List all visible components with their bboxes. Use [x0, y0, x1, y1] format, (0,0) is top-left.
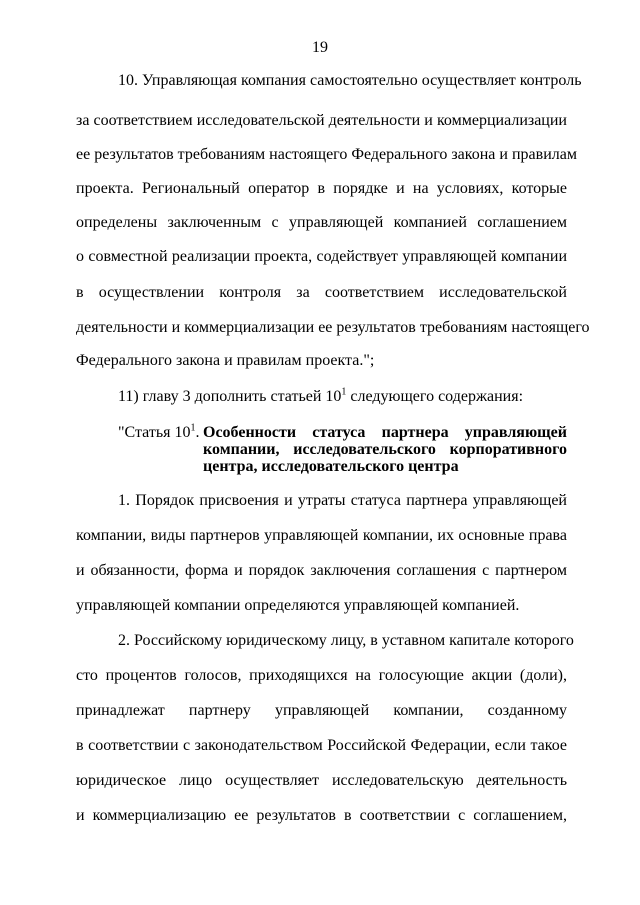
article-label-dot: . [195, 424, 200, 441]
text-line: Федерального закона и правилам проекта."; [76, 352, 375, 369]
article-title-line: Особенности статуса партнера управляющей [203, 424, 567, 441]
superscript: 1 [190, 422, 196, 434]
text-line: в соответствии с законодательством Российской Федерации, если такое [76, 737, 567, 754]
text-line: принадлежат партнеру управляющей компании, созданному [76, 702, 567, 719]
article-title-line: компании, исследовательского корпоративного [203, 441, 567, 458]
text-line: определены заключенным с управляющей компанией соглашением [76, 214, 567, 231]
text-line: управляющей компании определяются управляющей компанией. [76, 597, 520, 614]
page-number: 19 [312, 39, 328, 56]
text-line: и коммерциализацию ее результатов в соответствии с соглашением, [76, 807, 567, 824]
text-line: в осуществлении контроля за соответствием исследовательской [76, 284, 567, 301]
text-line: и обязанности, форма и порядок заключения соглашения с партнером [76, 562, 567, 579]
text-line: 1. Порядок присвоения и утраты статуса партнера управляющей [118, 492, 567, 509]
text-line: деятельности и коммерциализации ее результатов требованиям настоящего [76, 319, 590, 336]
superscript: 1 [341, 386, 347, 398]
text-line: 2. Российскому юридическому лицу, в уставном капитале которого [118, 632, 574, 649]
text-line: за соответствием исследовательской деятельности и коммерциализации [76, 112, 567, 129]
text-line: о совместной реализации проекта, содействует управляющей компании [76, 248, 567, 265]
article-label [118, 424, 200, 442]
item-11-text: 11) главу 3 дополнить статьей 10 [118, 388, 342, 405]
text-line: компании, виды партнеров управляющей компании, их основные права [76, 527, 567, 544]
text-line: ее результатов требованиям настоящего Федерального закона и правилам [76, 146, 577, 163]
text-line: 10. Управляющая компания самостоятельно осуществляет контроль [118, 72, 582, 89]
article-title-line: центра, исследовательского центра [203, 458, 459, 475]
text-line: проекта. Региональный оператор в порядке и на условиях, которые [76, 180, 567, 197]
article-label-text: "Статья 10 [118, 424, 191, 441]
text-line: сто процентов голосов, приходящихся на голосующие акции (доли), [76, 667, 567, 684]
item-11-line [118, 388, 567, 406]
text-line: юридическое лицо осуществляет исследовательскую деятельность [76, 772, 567, 789]
item-11-text-end: следующего содержания: [346, 388, 524, 405]
